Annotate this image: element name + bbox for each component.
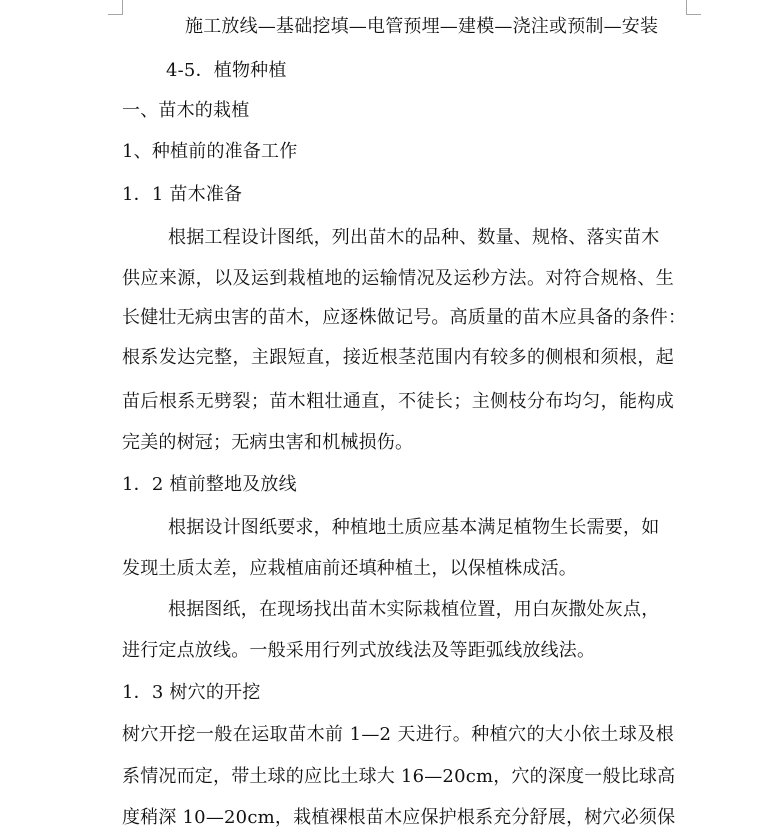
subheading-site-preparation: 1．2 植前整地及放线 — [122, 474, 297, 495]
paragraph-line: 进行定点放线。一般采用行列式放线法及等距弧线放线法。 — [122, 640, 596, 661]
subheading-seedling-preparation: 1．1 苗木准备 — [122, 184, 243, 205]
paragraph-line: 度稍深 10—20cm，栽植裸根苗木应保护根系充分舒展，树穴必须保 — [122, 807, 676, 828]
process-flow-line: 施工放线—基础挖填—电管预埋—建模—浇注或预制—安装 — [185, 16, 659, 37]
paragraph-line: 发现土质太差，应栽植庙前还填种植土，以保植株成活。 — [122, 558, 577, 579]
paragraph-line: 根据工程设计图纸，列出苗木的品种、数量、规格、落实苗木 — [168, 227, 660, 248]
heading-preparation: 1、种植前的准备工作 — [122, 141, 298, 162]
paragraph-line: 完美的树冠；无病虫害和机械损伤。 — [122, 432, 414, 453]
paragraph-line: 系情况而定，带土球的应比土球大 16—20cm，穴的深度一般比球高 — [122, 766, 676, 787]
paragraph-line: 苗后根系无劈裂；苗木粗壮通直，不徒长；主侧枝分布均匀，能构成 — [122, 391, 674, 412]
heading-seedling-planting: 一、苗木的栽植 — [122, 100, 250, 121]
section-title: 4-5．植物种植 — [166, 60, 287, 81]
paragraph-line: 根据图纸，在现场找出苗木实际栽植位置，用白灰撒处灰点， — [168, 599, 660, 620]
paragraph-line: 长健壮无病虫害的苗木，应逐株做记号。高质量的苗木应具备的条件： — [122, 307, 687, 328]
page-corner-mark-right — [686, 0, 701, 15]
subheading-pit-excavation: 1．3 树穴的开挖 — [122, 682, 261, 703]
page-corner-mark-left — [108, 0, 123, 15]
paragraph-line: 树穴开挖一般在运取苗木前 1—2 天进行。种植穴的大小依土球及根 — [122, 724, 674, 745]
paragraph-line: 根系发达完整，主跟短直，接近根茎范围内有较多的侧根和须根，起 — [122, 347, 674, 368]
paragraph-line: 根据设计图纸要求，种植地土质应基本满足植物生长需要，如 — [168, 517, 660, 538]
paragraph-line: 供应来源，以及运到栽植地的运输情况及运秒方法。对符合规格、生 — [122, 268, 674, 289]
